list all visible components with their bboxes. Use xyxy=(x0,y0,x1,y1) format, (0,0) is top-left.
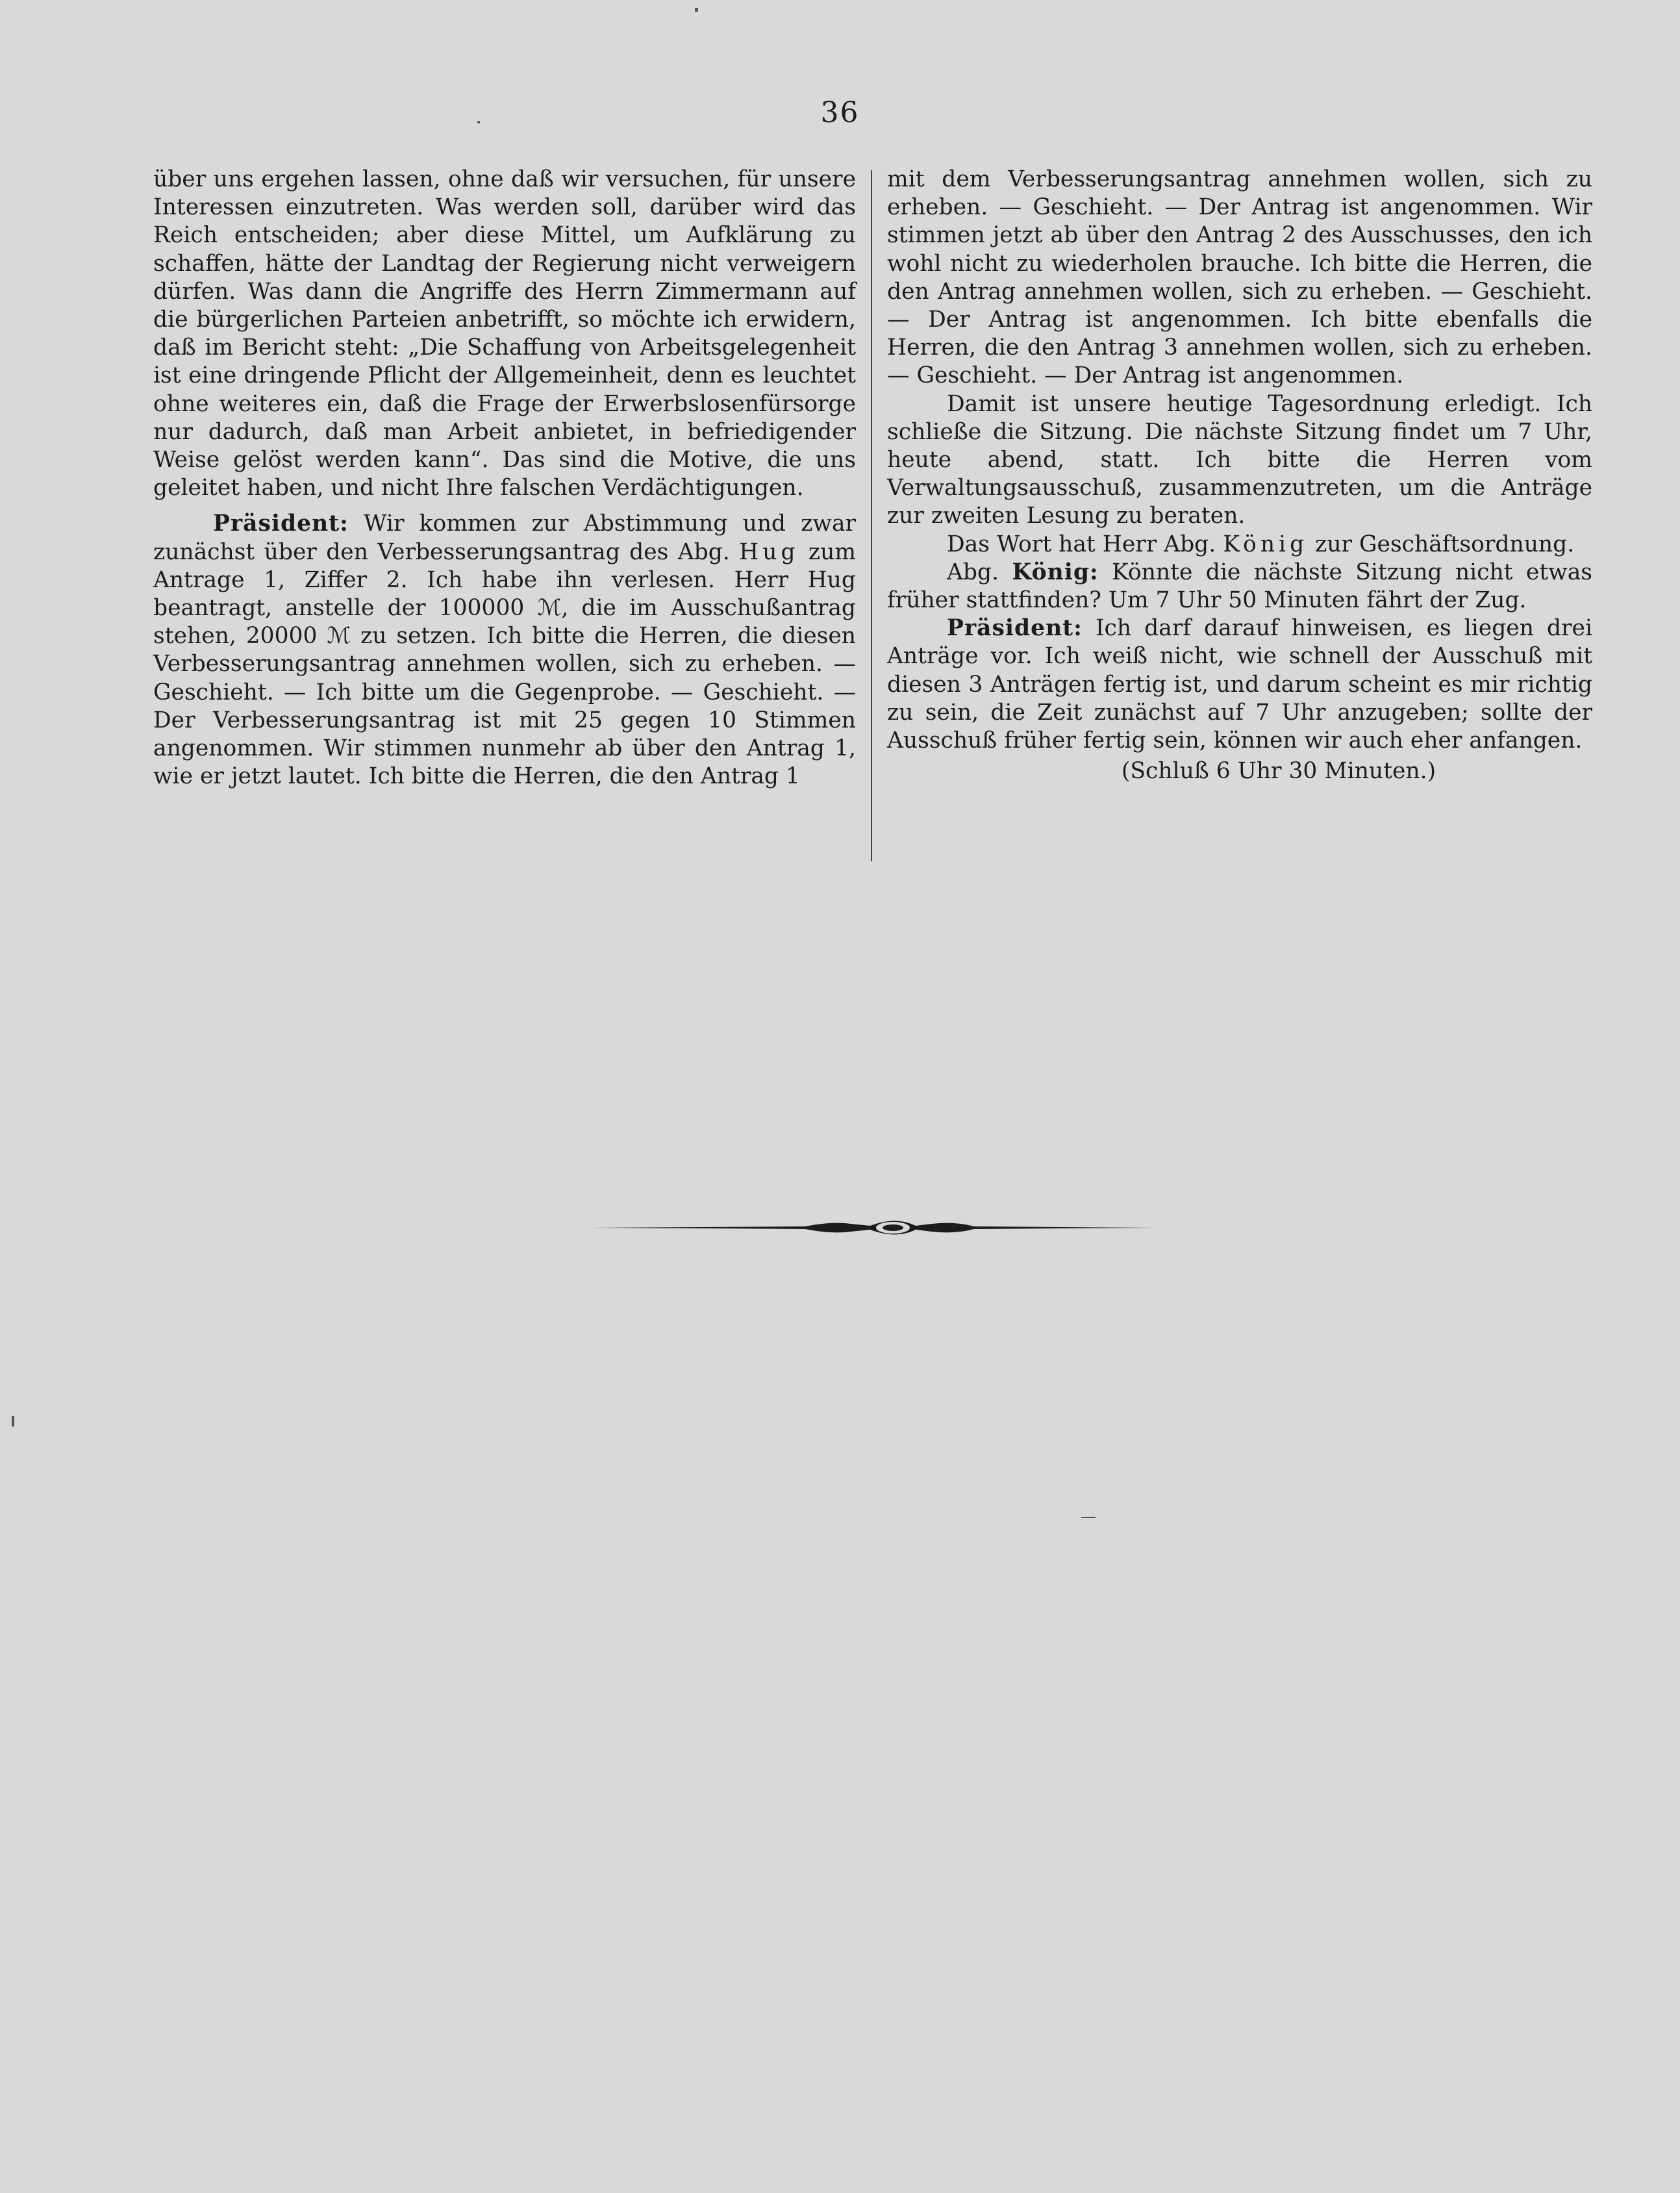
text-run: zur Geschäftsordnung. xyxy=(1308,531,1575,557)
text-run: Wir kommen zur Abstimmung und zwar zunächst über den Verbesserungsantrag des Abg. xyxy=(153,511,856,565)
paper-speck xyxy=(477,121,480,123)
paragraph xyxy=(887,615,1592,755)
paper-speck xyxy=(1081,1517,1096,1518)
page-number: 36 xyxy=(820,96,860,129)
text-run: zum Antrage 1, Ziffer 2. Ich habe ihn verlesen. Herr Hug beantragt, anstelle der 100000 ℳ, die im Ausschußantrag stehen, 20000 ℳ zu setzen. Ich bitte die Herren, die diesen Verbesserungsantrag annehmen wollen, sich zu erheben. — Geschieht. — Ich bitte um die Gegenprobe. — Geschieht. — Der Verbesserungsantrag ist mit 25 gegen 10 Stimmen angenommen. Wir stimmen nunmehr ab über den Antrag 1, wie er jetzt lautet. Ich bitte die Herren, die den Antrag 1 xyxy=(153,539,856,790)
speaker-label: Präsident: xyxy=(947,615,1083,642)
paragraph: Damit ist unsere heutige Tagesordnung erledigt. Ich schließe die Sitzung. Die nächste Sitzung findet um 7 Uhr, heute abend, statt. Ich bitte die Herren vom Verwaltungsausschuß, zusammenzutreten, um die Anträge zur zweiten Lesung zu beraten. xyxy=(887,390,1592,529)
paragraph xyxy=(887,559,1592,615)
text-run: Das Wort hat Herr Abg. xyxy=(947,531,1223,557)
right-column xyxy=(887,166,1592,785)
paragraph xyxy=(887,531,1592,559)
ornament-divider xyxy=(591,1208,1156,1247)
paper-speck xyxy=(12,1416,14,1426)
text-run: Könnte die nächste Sitzung nicht etwas früher stattfinden? Um 7 Uhr 50 Minuten fährt der Zug. xyxy=(887,559,1592,614)
paragraph xyxy=(153,510,856,791)
column-divider xyxy=(871,170,872,861)
paragraph: mit dem Verbesserungsantrag annehmen wollen, sich zu erheben. — Geschieht. — Der Antrag ist angenommen. Wir stimmen jetzt ab über den Antrag 2 des Ausschusses, den ich wohl nicht zu wiederholen brauche. Ich bitte die Herren, die den Antrag annehmen wollen, sich zu erheben. — Geschieht. — Der Antrag ist angenommen. Ich bitte ebenfalls die Herren, die den Antrag 3 annehmen wollen, sich zu erheben. — Geschieht. — Der Antrag ist angenommen. xyxy=(887,166,1592,389)
text-run: Abg. xyxy=(947,559,1012,585)
paper-speck xyxy=(695,8,698,12)
paragraph: über uns ergehen lassen, ohne daß wir versuchen, für unsere Interessen einzutreten. Was werden soll, darüber wird das Reich entscheiden; aber diese Mittel, um Aufklärung zu schaffen, hätte der Landtag der Regierung nicht verweigern dürfen. Was dann die Angriffe des Herrn Zimmermann auf die bürgerlichen Parteien anbetrifft, so möchte ich erwidern, daß im Bericht steht: „Die Schaffung von Arbeitsgelegenheit ist eine dringende Pflicht der Allgemeinheit, denn es leuchtet ohne weiteres ein, daß die Frage der Erwerbslosenfürsorge nur dadurch, daß man Arbeit anbietet, in befriedigender Weise gelöst werden kann“. Das sind die Motive, die uns geleitet haben, und nicht Ihre falschen Verdächtigungen. xyxy=(153,166,856,501)
speaker-label: König: xyxy=(1012,559,1099,585)
speaker-label: Präsident: xyxy=(213,511,349,537)
text-run: Ich darf darauf hinweisen, es liegen drei Anträge vor. Ich weiß nicht, wie schnell der Ausschuß mit diesen 3 Anträgen fertig ist, und darum scheint es mir richtig zu sein, die Zeit zunächst auf 7 Uhr anzugeben; sollte der Ausschuß früher fertig sein, können wir auch eher anfangen. xyxy=(887,615,1592,754)
speaker-name: König xyxy=(1223,531,1309,557)
closing-note: (Schluß 6 Uhr 30 Minuten.) xyxy=(1121,758,1436,785)
speaker-name: Hug xyxy=(739,539,799,565)
left-column xyxy=(153,166,856,791)
